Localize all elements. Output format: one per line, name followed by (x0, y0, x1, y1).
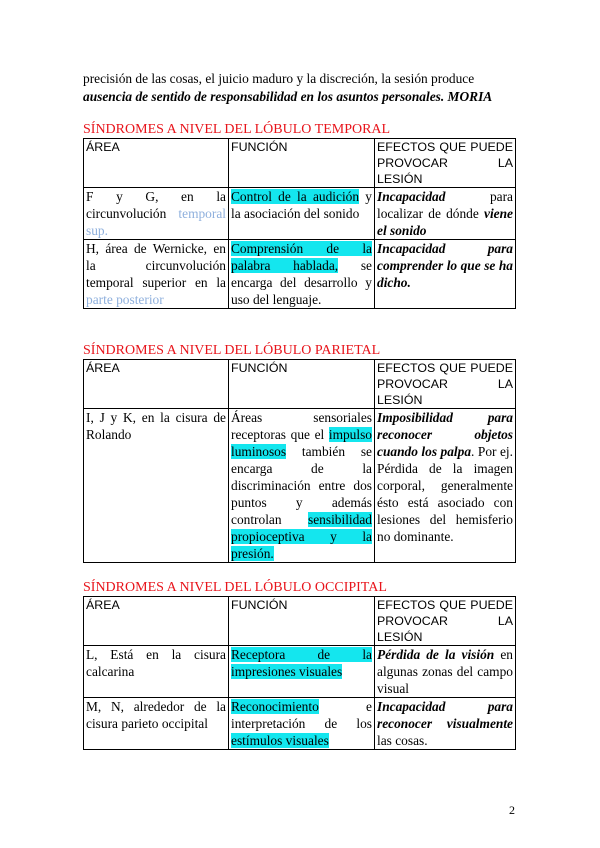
area-cell: F y G, en la circunvolución temporal sup. (84, 188, 229, 240)
function-cell: Comprensión de la palabra hablada, se encarga del desarrollo y uso del lenguaje. (229, 240, 375, 309)
area-cell: L, Está en la cisura calcarina (84, 646, 229, 698)
function-cell: Áreas sensoriales receptoras que el impulso luminosos también se encarga de la discriminación entre dos puntos y además controlan sensibilidad propioceptiva y la presión. (229, 409, 375, 563)
highlighted-text: Receptora de la impresiones visuales (231, 647, 372, 679)
parietal-table (83, 359, 516, 563)
intro-paragraph (83, 70, 515, 106)
highlighted-text: Control de la audición (231, 189, 360, 204)
table-header-row (84, 597, 516, 646)
table-row (84, 409, 516, 563)
table-header-row (84, 360, 516, 409)
effect-cell: Imposibilidad para reconocer objetos cuando los palpa. Por ej. Pérdida de la imagen corporal, generalmente ésto está asociado con lesiones del hemisferio no dominante. (375, 409, 516, 563)
temporal-heading: SÍNDROMES A NIVEL DEL LÓBULO TEMPORAL (83, 122, 391, 137)
effect-cell: Pérdida de la visión en algunas zonas del campo visual (375, 646, 516, 698)
table-header-row (84, 139, 516, 188)
header-efectos: EFECTOS QUE PUEDE PROVOCAR LA LESIÓN (375, 597, 516, 646)
function-cell: Reconocimiento e interpretación de los estímulos visuales (229, 698, 375, 750)
effect-cell: Incapacidad para localizar de dónde viene el sonido (375, 188, 516, 240)
highlighted-text: Reconocimiento (231, 699, 319, 714)
header-area: ÁREA (84, 597, 229, 646)
highlighted-text: estímulos visuales (231, 733, 329, 748)
occipital-table (83, 596, 516, 750)
highlighted-text: impulso luminosos (231, 427, 372, 459)
table-row (84, 698, 516, 750)
table-row (84, 188, 516, 240)
area-highlight-text: parte posterior (86, 292, 164, 307)
header-efectos: EFECTOS QUE PUEDE PROVOCAR LA LESIÓN (375, 360, 516, 409)
function-cell (229, 646, 375, 698)
highlighted-text: sensibilidad propioceptiva y la presión. (231, 512, 372, 561)
document-page (83, 70, 515, 750)
parietal-heading: SÍNDROMES A NIVEL DEL LÓBULO PARIETAL (83, 343, 381, 358)
header-funcion: FUNCIÓN (229, 139, 375, 188)
highlighted-text: Comprensión de la palabra hablada, (231, 241, 372, 273)
header-funcion: FUNCIÓN (229, 360, 375, 409)
intro-line-1: precisión de las cosas, el juicio maduro y la discreción, la sesión produce (83, 71, 475, 86)
page-number: 2 (509, 803, 515, 817)
header-funcion: FUNCIÓN (229, 597, 375, 646)
temporal-table (83, 138, 516, 309)
table-row (84, 646, 516, 698)
intro-line-2: ausencia de sentido de responsabilidad en los asuntos personales. MORIA (83, 89, 493, 104)
effect-cell: Incapacidad para reconocer visualmente las cosas. (375, 698, 516, 750)
table-row (84, 240, 516, 309)
area-cell: I, J y K, en la cisura de Rolando (84, 409, 229, 563)
header-area: ÁREA (84, 360, 229, 409)
function-cell: Control de la audición y la asociación del sonido (229, 188, 375, 240)
area-highlight-text: temporal sup. (86, 206, 226, 238)
effect-cell: Incapacidad para comprender lo que se ha dicho. (375, 240, 516, 309)
header-area: ÁREA (84, 139, 229, 188)
header-efectos: EFECTOS QUE PUEDE PROVOCAR LA LESIÓN (375, 139, 516, 188)
area-cell: H, área de Wernicke, en la circunvolución temporal superior en la parte posterior (84, 240, 229, 309)
occipital-heading: SÍNDROMES A NIVEL DEL LÓBULO OCCIPITAL (83, 580, 387, 595)
area-cell: M, N, alrededor de la cisura parieto occipital (84, 698, 229, 750)
